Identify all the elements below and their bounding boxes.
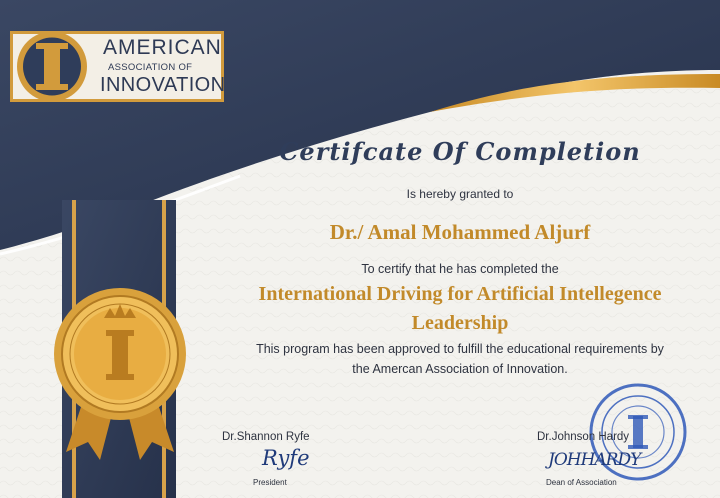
- signature-dean: JOHHARDY: [548, 450, 641, 470]
- granted-text: Is hereby granted to: [406, 187, 514, 201]
- signature-name-president: Dr.Shannon Ryfe: [222, 431, 310, 443]
- logo-line-american: AMERICAN: [103, 36, 222, 59]
- signature-name-dean: Dr.Johnson Hardy: [537, 431, 630, 443]
- certify-text: To certify that he has completed the: [361, 262, 559, 276]
- course-title-line1: International Driving for Artificial Intellegence: [258, 283, 662, 305]
- signature-role-dean: Dean of Association: [546, 478, 617, 487]
- certificate-title: Certifcate Of Completion: [279, 137, 641, 166]
- recipient-name: Dr./ Amal Mohammed Aljurf: [329, 220, 591, 244]
- gold-seal-icon: [48, 282, 192, 462]
- approval-text-line1: This program has been approved to fulfill the educational requirements by: [256, 342, 664, 356]
- logo-line-association: ASSOCIATION OF: [108, 62, 193, 73]
- logo-line-innovation: INNOVATION: [100, 74, 226, 96]
- course-title-line2: Leadership: [411, 312, 509, 334]
- signature-role-president: President: [253, 478, 287, 487]
- signature-president: Ryfe: [262, 446, 310, 470]
- approval-text-line2: the Amercan Association of Innovation.: [352, 362, 568, 376]
